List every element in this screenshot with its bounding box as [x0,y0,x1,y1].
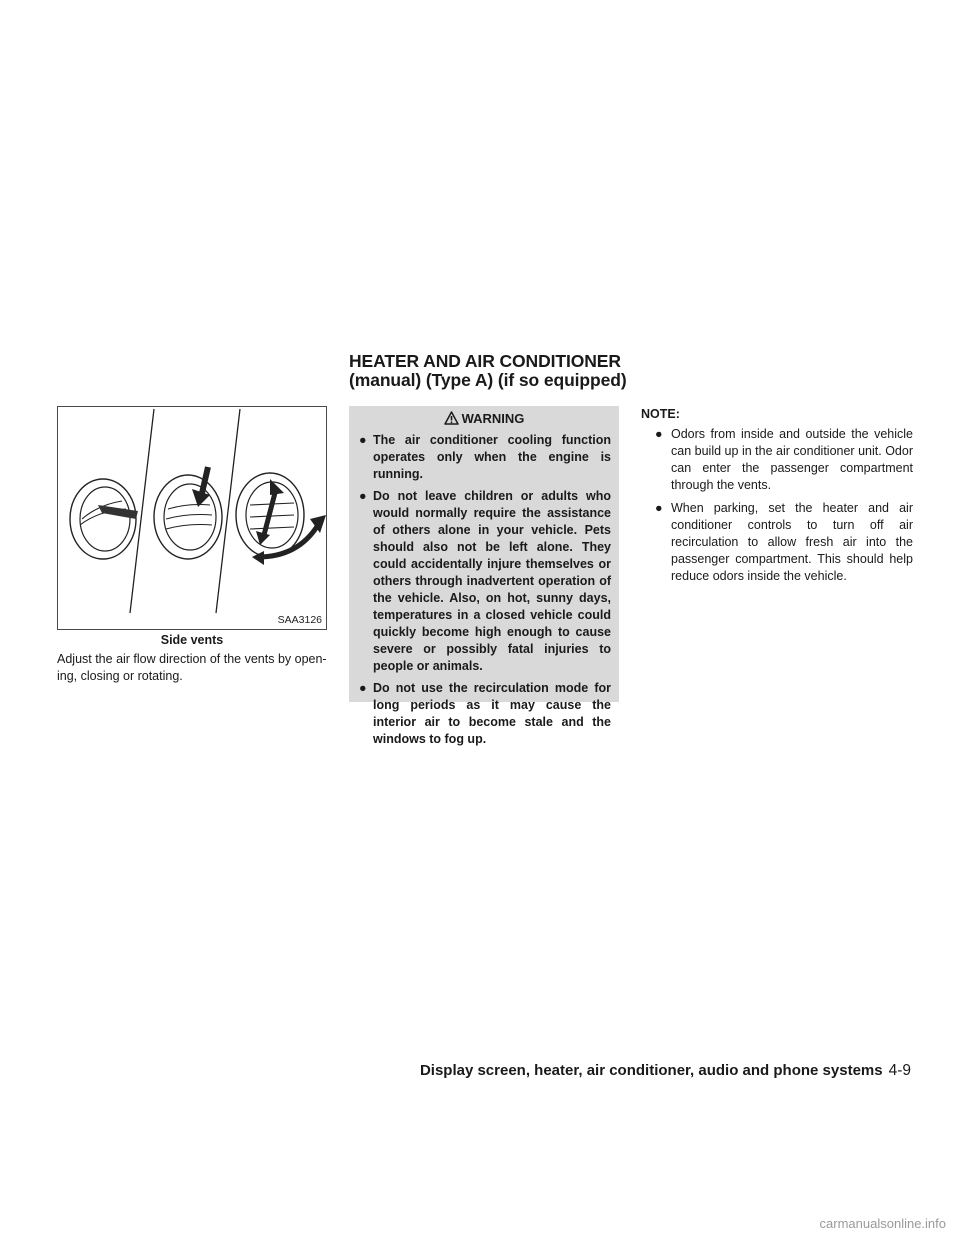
vent-closed-icon [70,479,138,559]
footer-chapter-title: Display screen, heater, air conditioner, audio and phone systems [419,1062,883,1079]
body-line: Adjust the air flow direction of the vents by open- [57,652,327,666]
vent-rotate-icon [236,473,326,565]
figure-caption: Side vents [160,633,224,647]
bullet: ● [359,489,367,503]
warning-header [357,406,611,430]
side-vents-figure [57,406,327,630]
bullet: ● [655,427,663,441]
note-label: NOTE: [641,407,680,421]
bullet: ● [359,681,367,695]
warning-item: ● Do not leave children or adults who would normally require the assistance of others alone in your vehicle. Pets should also not be left alone. They could accidentally injure themselves or others through inadvertent operation of the vehicle. Also, on hot, sunny days, temperatures in a closed vehicle could quickly become high enough to cause severe or possibly fatal injuries to people or animals. [359,489,611,673]
page-footer [420,1062,911,1080]
section-title [349,352,909,390]
note-list [641,426,913,585]
bullet: ● [359,433,367,447]
figure-code: SAA3126 [277,614,322,626]
bullet: ● [655,501,663,515]
page-number: 4-9 [888,1062,911,1079]
section-title-line1: HEATER AND AIR CONDITIONER [349,351,621,371]
body-paragraph [57,651,327,685]
vent-open-icon [154,467,222,559]
warning-box [349,406,619,746]
section-title-line2: (manual) (Type A) (if so equipped) [349,370,627,390]
note-block [641,406,913,591]
side-vents-illustration [58,407,326,629]
note-item: ● When parking, set the heater and air conditioner controls to turn off air recirculation to allow fresh air into the passenger compartment. This should help reduce odors inside the vehicle. [655,501,913,583]
warning-triangle-icon [444,411,459,425]
warning-label: WARNING [461,410,525,426]
warning-item: ● Do not use the recirculation mode for long periods as it may cause the interior air to become stale and the windows to fog up. [359,681,611,746]
warning-item: ● The air conditioner cooling function operates only when the engine is running. [359,433,611,481]
note-item: ● Odors from inside and outside the vehicle can build up in the air conditioner unit. Odor can enter the passenger compartment through the vents. [655,427,913,492]
warning-list [357,432,611,748]
body-line: ing, closing or rotating. [57,669,183,683]
watermark: carmanualsonline.info [819,1216,946,1231]
